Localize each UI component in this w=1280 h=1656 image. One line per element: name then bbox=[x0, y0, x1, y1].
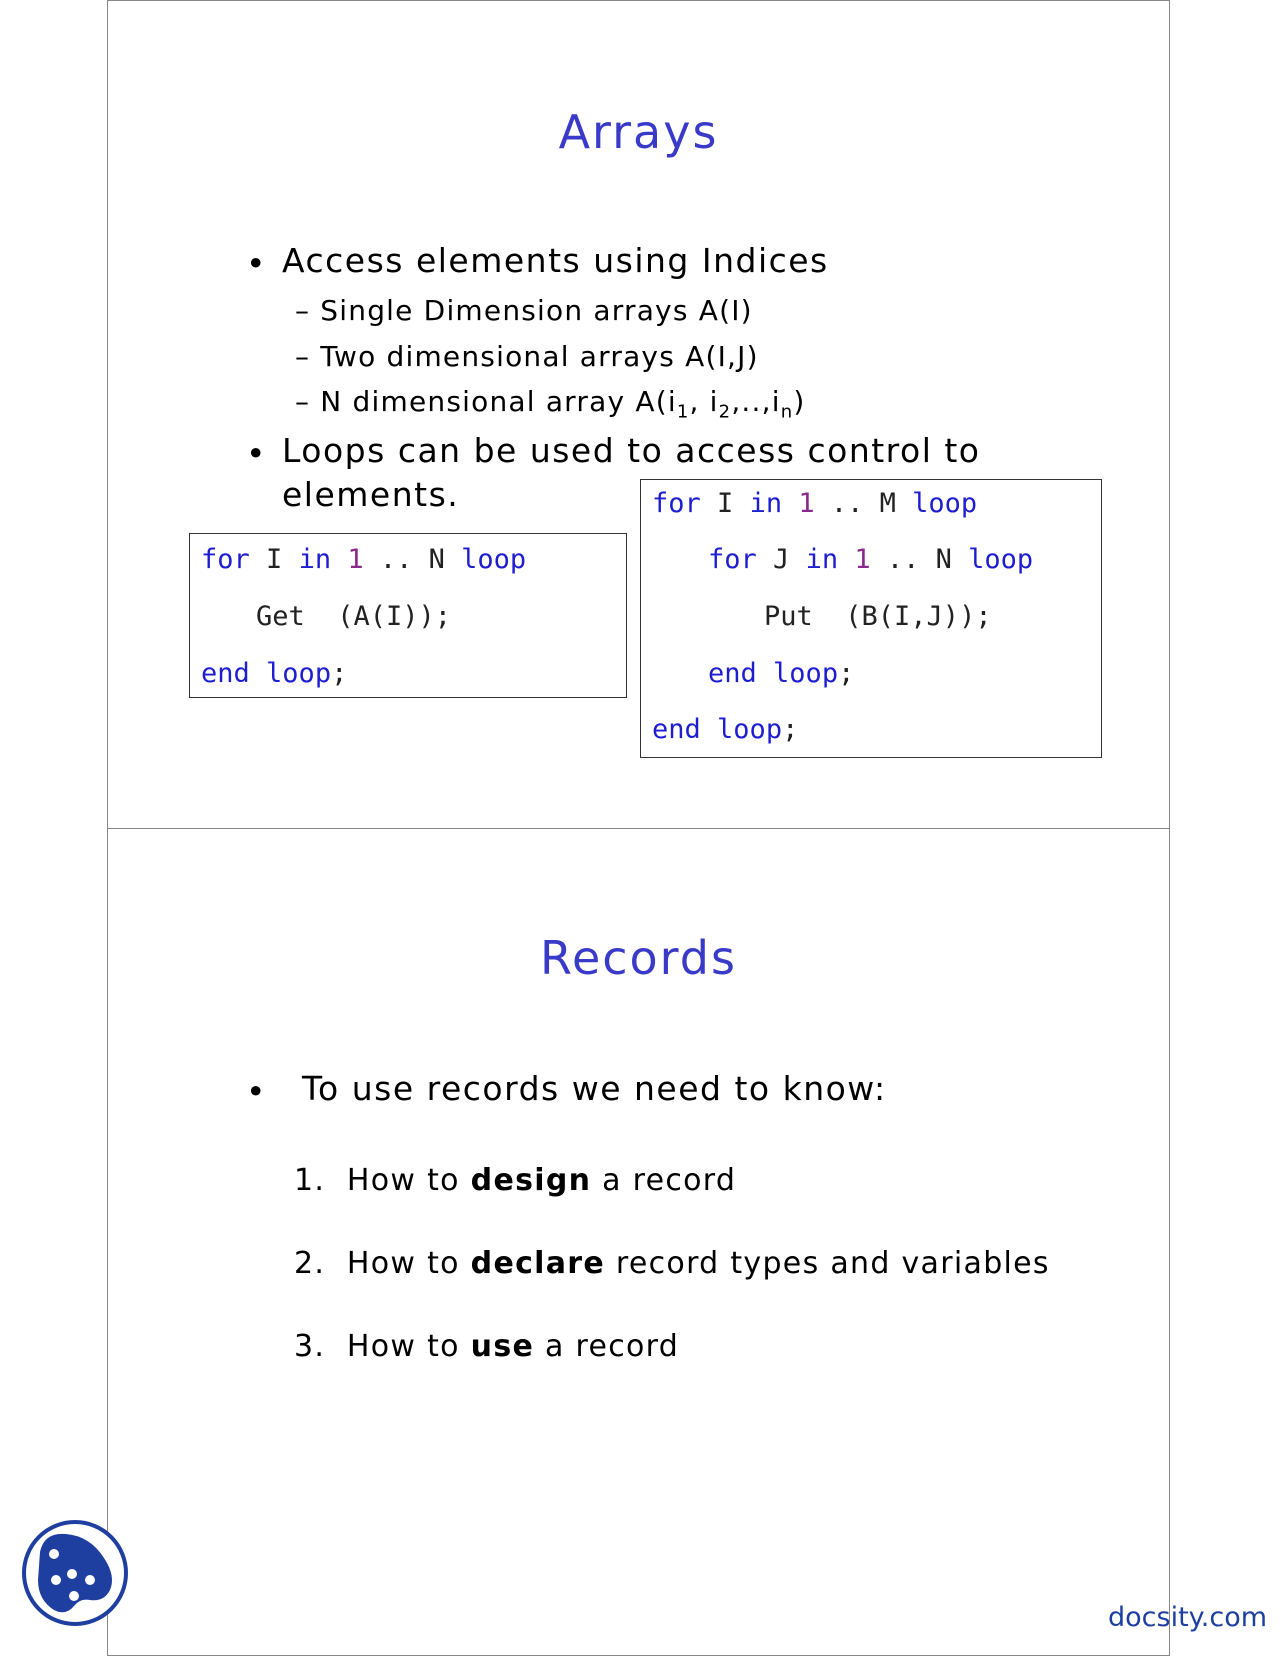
code-line: end loop; bbox=[201, 658, 348, 689]
code-line: for J in 1 .. N loop bbox=[708, 544, 1034, 575]
code-line: Get (A(I)); bbox=[256, 601, 452, 632]
sub-two-dimensional: – Two dimensional arrays A(I,J) bbox=[295, 340, 759, 373]
code-line: Put (B(I,J)); bbox=[764, 601, 992, 632]
sub-single-dimension: – Single Dimension arrays A(I) bbox=[295, 294, 753, 327]
slide-title: Arrays bbox=[558, 105, 719, 159]
code-line: for I in 1 .. N loop bbox=[201, 544, 527, 575]
code-line: for I in 1 .. M loop bbox=[652, 488, 978, 519]
bullet-marker: • bbox=[246, 434, 266, 473]
list-item: 1. How to design a record bbox=[294, 1163, 737, 1198]
slide-arrays bbox=[107, 0, 1170, 829]
bullet-marker: • bbox=[246, 244, 266, 283]
bullet-loops-line2: elements. bbox=[282, 475, 460, 514]
docsity-brand-link[interactable]: docsity.com bbox=[1108, 1602, 1268, 1633]
code-box-nested-loop bbox=[640, 479, 1102, 758]
docsity-logo-icon bbox=[22, 1520, 128, 1626]
bullet-records-intro: To use records we need to know: bbox=[302, 1069, 887, 1108]
list-item: 2. How to declare record types and variables bbox=[294, 1246, 1050, 1281]
code-line: end loop; bbox=[708, 658, 855, 689]
code-line: end loop; bbox=[652, 714, 799, 745]
code-box-single-loop bbox=[189, 533, 627, 698]
sub-n-dimensional: – N dimensional array $A(i_1$, $i_2,..,i_n$) bbox=[295, 385, 806, 423]
slide-records bbox=[107, 828, 1170, 1656]
slide-title: Records bbox=[540, 931, 737, 985]
bullet-marker: • bbox=[246, 1072, 266, 1111]
bullet-access-elements: Access elements using Indices bbox=[282, 241, 829, 280]
list-item: 3. How to use a record bbox=[294, 1329, 680, 1364]
bullet-loops-line1: Loops can be used to access control to bbox=[282, 431, 981, 470]
